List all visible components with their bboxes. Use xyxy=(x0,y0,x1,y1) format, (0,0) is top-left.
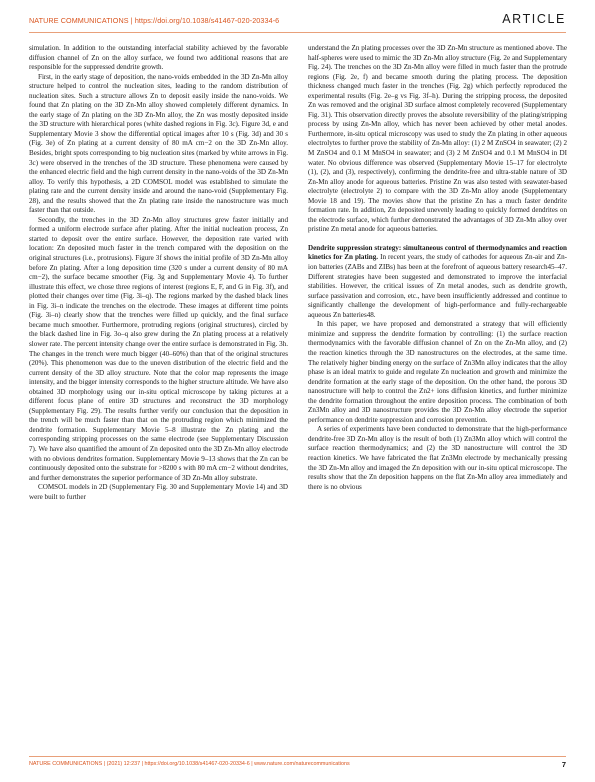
article-label: ARTICLE xyxy=(502,12,566,26)
right-column xyxy=(308,44,567,749)
footer-citation[interactable]: NATURE COMMUNICATIONS | (2021) 12:237 | https://doi.org/10.1038/s41467-020-20334-6 | www.nature.com/naturecommunications xyxy=(29,761,350,767)
paragraph-text: In recent years, the study of cathodes for aqueous Zn-air and Zn-ion batteries (ZABs and ZIBs) has been at the forefront of aqueous battery research45–47. Different strategies have been suggested and demonstrated to improve the interfacial stabilities. However, the critical issues of Zn metal anodes, such as dendrite growth, surface passivation and corrosion, etc., have been insufficiently addressed and continue to significantly challenge the development of high-performance and fully-rechargeable aqueous Zn batteries48. xyxy=(308,253,567,319)
journal-doi-line[interactable]: NATURE COMMUNICATIONS | https://doi.org/10.1038/s41467-020-20334-6 xyxy=(29,16,280,25)
page-number: 7 xyxy=(561,760,566,769)
page-header xyxy=(29,12,566,33)
page-footer xyxy=(29,756,566,771)
section-lead-paragraph xyxy=(308,244,567,320)
left-column xyxy=(29,44,288,749)
paragraph: A series of experiments have been conducted to demonstrate that the high-performance dendrite-free 3D Zn-Mn alloy is the result of both (1) Zn3Mn alloy which will control the surface reaction thermodynamics; and (2) the 3D nanostructure will control the 3D reaction kinetics. We have fabricated the flat Zn3Mn electrode by mechanically pressing the 3D Zn-Mn alloy and imaged the Zn deposition with our in-situ optical microscope. The results show that the Zn deposition happens on the flat Zn-Mn alloy area immediately and there is no obvious xyxy=(308,425,567,491)
paragraph: understand the Zn plating processes over the 3D Zn-Mn structure as mentioned above. The half-spheres were used to mimic the 3D Zn-Mn alloy structure (Fig. 2e and Supplementary Fig. 24). The trenches on the 3D Zn-Mn alloy were filled in much faster than the protrude regions (Fig. 2e, f) and became smooth during the plating process. The deposition thickness changed much faster in the trenches (Fig. 2g) which perfectly reproduced the experimental results (Fig. 2e–g vs Fig. 3f–h). During the stripping process, the deposited Zn was removed and the original 3D surface almost completely recovered (Supplementary Fig. 31). This observation directly proves the absolute reversibility of the plating/stripping process by using Zn-Mn alloy, which has never been achieved by other metal anodes. Furthermore, in-situ optical microscopy was used to study the Zn plating in other aqueous electrolytes to further prove the stability of Zn-Mn alloy: (1) 2 M ZnSO4 in seawater; (2) 2 M ZnSO4 and 0.1 M MnSO4 in seawater; and (3) 2 M ZnSO4 and 0.1 M MnSO4 in DI water. No obvious difference was observed (Supplementary Movie 15–17 for electrolyte (1), (2), and (3), respectively), confirming the dendrite-free and ultra-stable nature of 3D Zn-Mn alloy anode for aqueous batteries. Pristine Zn was also tested with seawater-based electrolyte (electrolyte 2) to compare with the 3D Zn-Mn alloy anode (Supplementary Movie 18 and 19). The movies show that the pristine Zn has a much faster dendrite formation rate. In addition, Zn deposited unevenly leading to quickly formed dendrites on the electrode surface, which further demonstrated the advantages of 3D Zn-Mn alloy over pristine Zn metal anode for aqueous batteries. xyxy=(308,44,567,234)
paragraph: In this paper, we have proposed and demonstrated a strategy that will efficiently minimize and suppress the dendrite formation by controlling: (1) the surface reaction thermodynamics with the favorable diffusion channel of Zn on the Zn-Mn alloy, and (2) the reaction kinetics through the 3D nanostructures on the electrodes, at the same time. The relatively higher binding energy on the surface of Zn3Mn alloy indicates that the alloy phase is an ideal matrix to guide and regulate Zn nucleation and growth and minimize the dendrite formation at the early stage of the deposition. On the other hand, the porous 3D nanostructure will help to control the Zn2+ ions diffusion kinetics, and further minimize the dendrite formation throughout the entire deposition process. The combination of both Zn3Mn alloy and 3D nanostructure provides the 3D Zn-Mn alloy electrode the superior performance on dendrite suppression and corrosion prevention. xyxy=(308,320,567,424)
paragraph: COMSOL models in 2D (Supplementary Fig. 30 and Supplementary Movie 14) and 3D were built to further xyxy=(29,483,288,501)
paragraph: First, in the early stage of deposition, the nano-voids embedded in the 3D Zn-Mn alloy structure helped to control the nucleation sites, leading to the random distribution of nucleation sites. Such a structure allows Zn to deposit easily inside the nano-voids. We found that Zn plating on the 3D Zn-Mn alloy showed completely different dynamics. In the early stage of Zn plating on the 3D Zn-Mn alloy, the Zn was mostly deposited inside the 3D structure with hierarchical pores (white dashed regions in Fig. 3c). Figure 3d, e and Supplementary Movie 3 show the differential optical images after 10 s (Fig. 3d) and 30 s (Fig. 3e) of Zn plating at a current density of 80 mA cm−2 on the 3D Zn-Mn alloy. Besides, bright spots corresponding to big nucleation sites (marked by white arrows in Fig. 3c) were observed in the trenches of the 3D structure. These phenomena were caused by the enhanced electric field and the high current density in the nano-voids of the 3D Zn-Mn alloy. To verify this hypothesis, a 2D COMSOL model was established to simulate the plating rate and the current density inside and around the nano-void (Supplementary Fig. 28), and the results showed that the Zn plating rate inside the nanostructure was much faster than that outside. xyxy=(29,72,288,215)
paragraph: simulation. In addition to the outstanding interfacial stability achieved by the favorable diffusion channel of Zn on the alloy surface, we found two additional reasons that are responsible for the suppressed dendrite growth. xyxy=(29,44,288,72)
body-columns xyxy=(29,44,567,749)
section-heading: Dendrite suppression strategy: simultaneous control of thermodynamics and reaction kinetics for Zn plating. xyxy=(308,243,567,262)
paragraph: Secondly, the trenches in the 3D Zn-Mn alloy structures grew faster initially and formed a uniform electrode surface after plating. After the initial nucleation process, Zn started to deposit over the entire surface. However, the deposition rate varied with location: Zn deposited much faster in the trench compared with the deposition on the original structures (i.e., protrusions). Figure 3f shows the initial profile of 3D Zn-Mn alloy before Zn plating. After a long deposition time (320 s under a current density of 80 mA cm−2), the surface became smoother (Fig. 3g and Supplementary Movie 4). To further illustrate this effect, we chose three regions of interest (regions E, F, and G in Fig. 3f), and plotted their changes over time (Fig. 3i–q). The regions marked by the dashed black lines in Fig. 3i–n indicate the trenches on the electrode. These images at different time points (Fig. 3i–n) clearly show that the trenches were filled up quickly, and the final surface became much smoother. Furthermore, protruding regions (original structures), circled by the black dashed line in Fig. 3o–q also grew during the Zn plating process at a relatively slower rate. The percent intensity change over the entire surface is demonstrated in Fig. 3h. The changes in the trench were much bigger (40–60%) than that of the original structures (20%). This phenomenon was due to the uneven distribution of the electric field and the current density of the 3D alloy structure. Note that the color map represents the image intensity, and the bigger intensity corresponds to the higher structure altitude. We have also obtained 3D morphology using our in-situ optical microscope by taking pictures at a different focus plane of entire 3D structures and reconstruct the 3D morphology (Supplementary Fig. 29). The results further verify our conclusion that the deposition in the trench will be much faster than that on the protruding region which minimized the dendrite formation. Supplementary Movie 5–8 illustrate the Zn plating and the corresponding stripping processes on the same electrode (see Supplementary Discussion 7). We have also quantified the amount of Zn deposited onto the 3D Zn-Mn alloy electrode with no obvious dendrites formation. Supplementary Movie 9–13 shows that the Zn can be continuously deposited onto the substrate for >8200 s with 80 mA cm−2 without dendrites, and further demonstrates the superior performance of 3D Zn-Mn alloy substrate. xyxy=(29,215,288,482)
